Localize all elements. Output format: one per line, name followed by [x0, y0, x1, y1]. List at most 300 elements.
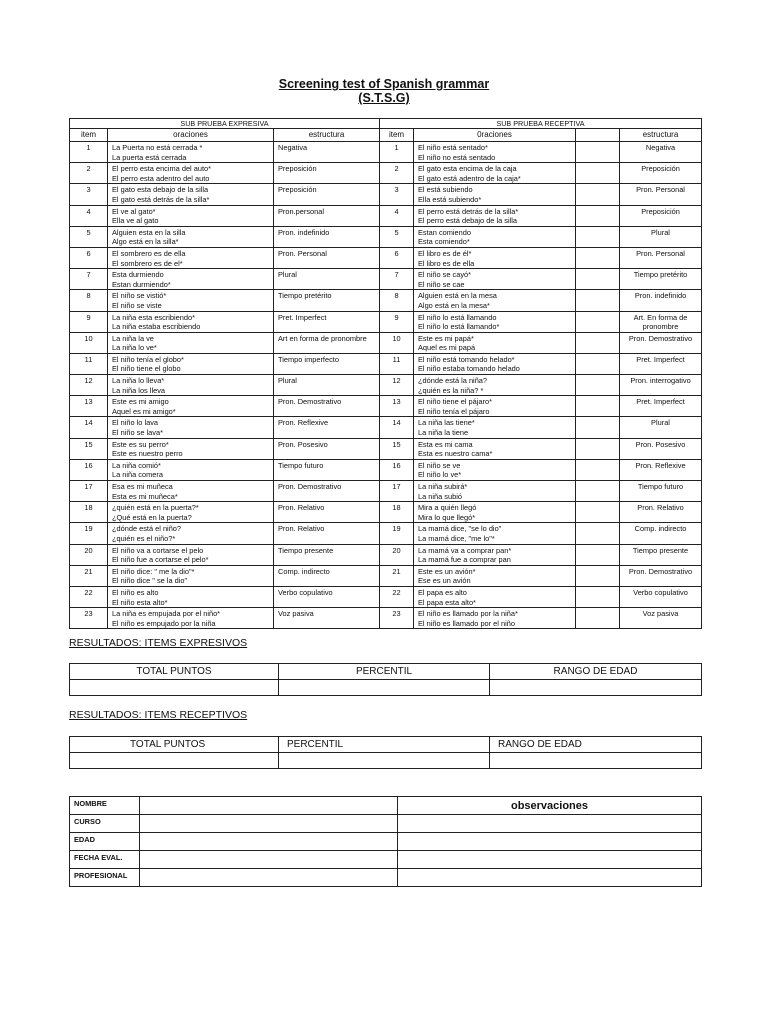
item-number-expresiva: 4 [70, 205, 108, 226]
item-number-receptiva: 2 [380, 163, 414, 184]
oraciones-receptiva [414, 375, 576, 396]
oraciones-receptiva [414, 565, 576, 586]
oraciones-expresiva-line-2: El perro esta adentro del auto [112, 173, 210, 183]
item-number-receptiva: 6 [380, 247, 414, 268]
estructura-expresiva: Pron. Demostrativo [274, 481, 380, 502]
res-rec-total-cell[interactable] [70, 753, 279, 769]
estructura-expresiva: Pron. Personal [274, 247, 380, 268]
oraciones-receptiva [414, 142, 576, 163]
blank-cell [576, 226, 620, 247]
item-number-receptiva: 14 [380, 417, 414, 438]
item-number-receptiva: 15 [380, 438, 414, 459]
item-number-receptiva: 20 [380, 544, 414, 565]
item-number-receptiva: 10 [380, 332, 414, 353]
label-fecha-eval: FECHA EVAL. [70, 851, 140, 869]
oraciones-expresiva-line-2: Ella ve al gato [112, 216, 159, 226]
oraciones-expresiva-line-2: La niña los lleva [112, 385, 166, 395]
oraciones-receptiva-line-1: El niño se ve [418, 460, 461, 470]
item-number-expresiva: 10 [70, 332, 108, 353]
oraciones-expresiva [108, 523, 274, 544]
oraciones-expresiva [108, 290, 274, 311]
oraciones-expresiva-line-2: ¿Qué está en la puerta? [112, 512, 192, 522]
table-row [70, 608, 702, 629]
item-number-receptiva: 23 [380, 608, 414, 629]
oraciones-receptiva-line-2: El niño lo ve* [418, 470, 462, 480]
oraciones-receptiva-line-1: El niño lo está llamando [418, 312, 497, 322]
observaciones-line-1[interactable] [398, 815, 702, 833]
table-row [70, 565, 702, 586]
oraciones-receptiva-line-2: Esta comiendo* [418, 237, 470, 247]
estructura-expresiva: Preposición [274, 184, 380, 205]
blank-cell [576, 565, 620, 586]
table-row [70, 459, 702, 480]
oraciones-receptiva-line-1: El está subiendo [418, 185, 473, 195]
oraciones-expresiva-line-1: La niña esta escribiendo* [112, 312, 195, 322]
oraciones-receptiva [414, 226, 576, 247]
blank-cell [576, 142, 620, 163]
item-number-expresiva: 23 [70, 608, 108, 629]
oraciones-expresiva-line-1: El niño lo lava [112, 418, 159, 428]
observaciones-line-3[interactable] [398, 851, 702, 869]
oraciones-receptiva [414, 502, 576, 523]
item-number-expresiva: 11 [70, 353, 108, 374]
col-item-receptiva: item [380, 129, 414, 142]
oraciones-receptiva [414, 459, 576, 480]
oraciones-expresiva-line-2: Algo está en la silla* [112, 237, 179, 247]
oraciones-expresiva [108, 184, 274, 205]
oraciones-expresiva-line-1: El niño tenía el globo* [112, 354, 184, 364]
blank-cell [576, 438, 620, 459]
oraciones-receptiva-line-1: El niño tiene el pájaro* [418, 397, 492, 407]
oraciones-expresiva-line-1: El ve al gato* [112, 206, 156, 216]
oraciones-expresiva-line-1: La Puerta no está cerrada * [112, 143, 203, 152]
oraciones-expresiva-line-1: Este es su perro* [112, 439, 169, 449]
blank-cell [576, 523, 620, 544]
item-number-expresiva: 16 [70, 459, 108, 480]
oraciones-receptiva-line-1: El niño es llamado por la niña* [418, 609, 518, 619]
oraciones-receptiva-line-2: Algo está en la mesa* [418, 300, 490, 310]
estructura-receptiva: Pron. Posesivo [620, 438, 702, 459]
oraciones-expresiva-line-2: Aquel es mi amigo* [112, 406, 176, 416]
oraciones-expresiva [108, 544, 274, 565]
estructura-expresiva: Pron. indefinido [274, 226, 380, 247]
oraciones-receptiva-line-2: La mamá dice, "me lo"* [418, 533, 495, 543]
oraciones-receptiva [414, 247, 576, 268]
col-estructura-receptiva: estructura [620, 129, 702, 142]
oraciones-receptiva-line-2: El niño no está sentado [418, 152, 496, 162]
oraciones-receptiva-line-1: La mamá dice, "se lo dio" [418, 524, 502, 534]
oraciones-receptiva [414, 163, 576, 184]
oraciones-expresiva-line-1: El niño dice: " me la dio"* [112, 566, 195, 576]
oraciones-expresiva-line-2: El gato está detrás de la silla* [112, 194, 210, 204]
table-row [70, 586, 702, 607]
blank-cell [576, 459, 620, 480]
oraciones-expresiva-line-1: La niña lo lleva* [112, 376, 165, 386]
oraciones-expresiva-line-2: El niño tiene el globo [112, 364, 181, 374]
oraciones-receptiva-line-1: El niño está sentado* [418, 143, 488, 152]
oraciones-receptiva [414, 608, 576, 629]
table-row [70, 311, 702, 332]
item-number-expresiva: 20 [70, 544, 108, 565]
estructura-receptiva: Pret. Imperfect [620, 353, 702, 374]
blank-cell [576, 353, 620, 374]
observaciones-line-4[interactable] [398, 869, 702, 887]
field-profesional[interactable] [140, 869, 398, 887]
oraciones-expresiva-line-2: El niño se lava* [112, 428, 163, 438]
item-number-expresiva: 22 [70, 586, 108, 607]
table-row [70, 396, 702, 417]
item-number-receptiva: 22 [380, 586, 414, 607]
estructura-receptiva: Pron. Relativo [620, 502, 702, 523]
oraciones-receptiva-line-1: Mira a quién llegó [418, 503, 477, 513]
res-rec-rango-cell[interactable] [490, 753, 702, 769]
estructura-receptiva: Tiempo presente [620, 544, 702, 565]
estructura-receptiva: Comp. indirecto [620, 523, 702, 544]
oraciones-expresiva [108, 586, 274, 607]
blank-cell [576, 396, 620, 417]
oraciones-expresiva-line-1: La niña es empujada por el niño* [112, 609, 221, 619]
label-edad: EDAD [70, 833, 140, 851]
estructura-expresiva: Verbo copulativo [274, 586, 380, 607]
item-number-receptiva: 18 [380, 502, 414, 523]
estructura-expresiva: Plural [274, 375, 380, 396]
estructura-expresiva: Pron. Relativo [274, 502, 380, 523]
blank-cell [576, 481, 620, 502]
estructura-receptiva: Pron. Reflexive [620, 459, 702, 480]
blank-cell [576, 375, 620, 396]
oraciones-expresiva-line-2: La niña lo ve* [112, 343, 157, 353]
item-number-expresiva: 5 [70, 226, 108, 247]
oraciones-expresiva [108, 142, 274, 163]
blank-cell [576, 205, 620, 226]
oraciones-receptiva-line-1: El gato esta encima de la caja [418, 164, 517, 174]
estructura-receptiva: Tiempo futuro [620, 481, 702, 502]
col-oraciones-receptiva: 0raciones [414, 129, 576, 142]
table-row [70, 184, 702, 205]
oraciones-receptiva-line-1: Este es mi papá* [418, 333, 474, 343]
field-curso[interactable] [140, 815, 398, 833]
item-number-expresiva: 1 [70, 142, 108, 163]
oraciones-receptiva [414, 481, 576, 502]
oraciones-expresiva [108, 438, 274, 459]
oraciones-receptiva-line-1: Estan comiendo [418, 227, 471, 237]
item-number-receptiva: 3 [380, 184, 414, 205]
item-number-expresiva: 3 [70, 184, 108, 205]
oraciones-expresiva-line-2: El niño fue a cortarse el pelo* [112, 555, 209, 565]
estructura-expresiva: Art en forma de pronombre [274, 332, 380, 353]
res-exp-rango-cell[interactable] [490, 680, 702, 696]
blank-cell [576, 163, 620, 184]
oraciones-receptiva-line-2: El niño lo está llamando* [418, 322, 500, 332]
item-number-receptiva: 16 [380, 459, 414, 480]
estructura-receptiva: Verbo copulativo [620, 586, 702, 607]
oraciones-receptiva [414, 523, 576, 544]
blank-cell [576, 269, 620, 290]
test-rows [70, 142, 702, 629]
oraciones-expresiva-line-1: Esa es mi muñeca [112, 482, 173, 491]
table-row [70, 332, 702, 353]
estructura-receptiva: Pron. Demostrativo [620, 332, 702, 353]
oraciones-expresiva [108, 417, 274, 438]
oraciones-expresiva [108, 375, 274, 396]
table-row [70, 523, 702, 544]
estructura-expresiva: Pron.personal [274, 205, 380, 226]
item-number-receptiva: 17 [380, 481, 414, 502]
estructura-receptiva: Pret. Imperfect [620, 396, 702, 417]
oraciones-expresiva-line-1: La niña la ve [112, 333, 154, 343]
item-number-receptiva: 21 [380, 565, 414, 586]
table-row [70, 205, 702, 226]
label-curso: CURSO [70, 815, 140, 833]
oraciones-expresiva-line-1: Alguien esta en la silla [112, 227, 186, 237]
item-number-expresiva: 9 [70, 311, 108, 332]
oraciones-expresiva [108, 502, 274, 523]
res-rec-total-header: TOTAL PUNTOS [70, 737, 279, 753]
oraciones-expresiva [108, 481, 274, 502]
oraciones-expresiva-line-1: El niño es alto [112, 587, 159, 597]
oraciones-expresiva-line-2: El niño esta alto* [112, 597, 168, 607]
oraciones-expresiva [108, 396, 274, 417]
item-number-expresiva: 19 [70, 523, 108, 544]
estructura-expresiva: Tiempo pretérito [274, 290, 380, 311]
oraciones-expresiva [108, 226, 274, 247]
oraciones-expresiva [108, 332, 274, 353]
oraciones-expresiva-line-1: El niño va a cortarse el pelo [112, 545, 204, 555]
oraciones-expresiva-line-2: El niño es empujado por la niña [112, 618, 216, 628]
oraciones-receptiva-line-2: La niña subió [418, 491, 462, 501]
oraciones-receptiva-line-2: El niño es llamado por el niño [418, 618, 515, 628]
oraciones-receptiva-line-2: Aquel es mi papá [418, 343, 476, 353]
table-row [70, 226, 702, 247]
item-number-expresiva: 17 [70, 481, 108, 502]
observaciones-line-2[interactable] [398, 833, 702, 851]
table-row [70, 438, 702, 459]
oraciones-receptiva-line-1: La niña subirá* [418, 482, 468, 491]
estructura-expresiva: Preposición [274, 163, 380, 184]
oraciones-receptiva [414, 205, 576, 226]
oraciones-expresiva [108, 269, 274, 290]
oraciones-expresiva-line-2: El niño dice " se la dio" [112, 576, 188, 586]
table-row [70, 544, 702, 565]
col-blank-receptiva [576, 129, 620, 142]
estructura-receptiva: Art. En forma de pronombre [620, 311, 702, 332]
oraciones-receptiva [414, 290, 576, 311]
item-number-receptiva: 13 [380, 396, 414, 417]
oraciones-expresiva [108, 459, 274, 480]
oraciones-expresiva-line-2: La niña estaba escribiendo [112, 322, 201, 332]
oraciones-receptiva-line-2: El niño tenía el pájaro [418, 406, 490, 416]
oraciones-expresiva [108, 247, 274, 268]
item-number-expresiva: 14 [70, 417, 108, 438]
oraciones-receptiva-line-2: ¿quién es la niña? * [418, 385, 484, 395]
oraciones-receptiva-line-1: La mamá va a comprar pan* [418, 545, 512, 555]
field-fecha-eval[interactable] [140, 851, 398, 869]
blank-cell [576, 502, 620, 523]
item-number-expresiva: 13 [70, 396, 108, 417]
oraciones-receptiva-line-1: El perro está detrás de la silla* [418, 206, 519, 216]
receptiva-header: SUB PRUEBA RECEPTIVA [380, 119, 702, 129]
estructura-receptiva: Pron. Personal [620, 247, 702, 268]
test-table [69, 118, 702, 629]
estructura-receptiva: Pron. Demostrativo [620, 565, 702, 586]
estructura-expresiva: Comp. indirecto [274, 565, 380, 586]
oraciones-receptiva-line-2: Esta es nuestro cama* [418, 449, 493, 459]
res-exp-percentil-header: PERCENTIL [279, 664, 490, 680]
table-row [70, 247, 702, 268]
oraciones-expresiva [108, 311, 274, 332]
oraciones-receptiva [414, 544, 576, 565]
oraciones-expresiva-line-2: El sombrero es de el* [112, 258, 183, 268]
oraciones-expresiva [108, 205, 274, 226]
res-exp-total-cell[interactable] [70, 680, 279, 696]
oraciones-receptiva-line-1: ¿dónde está la niña? [418, 376, 488, 386]
oraciones-expresiva [108, 163, 274, 184]
res-rec-rango-header: RANGO DE EDAD [490, 737, 702, 753]
oraciones-expresiva-line-2: Estan durmiendo* [112, 279, 171, 289]
field-nombre[interactable] [140, 797, 398, 815]
blank-cell [576, 184, 620, 205]
item-number-expresiva: 7 [70, 269, 108, 290]
estructura-expresiva: Tiempo presente [274, 544, 380, 565]
oraciones-expresiva-line-2: ¿quién es el niño?* [112, 533, 176, 543]
label-nombre: NOMBRE [70, 797, 140, 815]
oraciones-receptiva-line-1: La niña las tiene* [418, 418, 475, 428]
oraciones-expresiva-line-1: El niño se vistió* [112, 291, 167, 301]
oraciones-receptiva [414, 353, 576, 374]
oraciones-receptiva-line-2: El niño estaba tomando helado [418, 364, 520, 374]
oraciones-expresiva [108, 353, 274, 374]
estructura-expresiva: Pron. Demostrativo [274, 396, 380, 417]
estructura-receptiva: Pron. Personal [620, 184, 702, 205]
estructura-expresiva: Pron. Posesivo [274, 438, 380, 459]
col-item-expresiva: item [70, 129, 108, 142]
blank-cell [576, 608, 620, 629]
res-exp-rango-header: RANGO DE EDAD [490, 664, 702, 680]
oraciones-receptiva-line-2: El gato está adentro de la caja* [418, 173, 521, 183]
res-rec-percentil-cell[interactable] [279, 753, 490, 769]
table-row [70, 353, 702, 374]
oraciones-receptiva-line-2: El libro es de ella [418, 258, 475, 268]
oraciones-expresiva-line-1: Esta durmiendo [112, 270, 164, 280]
results-expresivos-table [69, 663, 702, 696]
oraciones-receptiva [414, 269, 576, 290]
oraciones-receptiva-line-2: Ese es un avión [418, 576, 471, 586]
oraciones-receptiva [414, 396, 576, 417]
res-exp-total-header: TOTAL PUNTOS [70, 664, 279, 680]
col-oraciones-expresiva: oraciones [108, 129, 274, 142]
oraciones-receptiva-line-1: Esta es mi cama [418, 439, 473, 449]
oraciones-receptiva [414, 586, 576, 607]
item-number-receptiva: 19 [380, 523, 414, 544]
blank-cell [576, 417, 620, 438]
estructura-expresiva: Pret. Imperfect [274, 311, 380, 332]
item-number-expresiva: 12 [70, 375, 108, 396]
oraciones-receptiva [414, 184, 576, 205]
document-title: Screening test of Spanish grammar [278, 77, 490, 91]
oraciones-expresiva-line-2: La niña comera [112, 470, 163, 480]
oraciones-expresiva-line-1: ¿quién está en la puerta?* [112, 503, 199, 513]
item-number-expresiva: 21 [70, 565, 108, 586]
oraciones-expresiva-line-2: El niño se viste [112, 300, 162, 310]
label-profesional: PROFESIONAL [70, 869, 140, 887]
table-row [70, 142, 702, 163]
expresiva-header: SUB PRUEBA EXPRESIVA [70, 119, 380, 129]
results-receptivos-table [69, 736, 702, 769]
blank-cell [576, 311, 620, 332]
table-row [70, 290, 702, 311]
oraciones-receptiva [414, 332, 576, 353]
estructura-receptiva: Plural [620, 417, 702, 438]
oraciones-receptiva-line-1: El niño está tomando helado* [418, 354, 515, 364]
item-number-receptiva: 4 [380, 205, 414, 226]
item-number-receptiva: 8 [380, 290, 414, 311]
oraciones-receptiva [414, 417, 576, 438]
res-exp-percentil-cell[interactable] [279, 680, 490, 696]
oraciones-receptiva [414, 311, 576, 332]
estructura-receptiva: Plural [620, 226, 702, 247]
item-number-expresiva: 6 [70, 247, 108, 268]
oraciones-receptiva-line-1: Este es un avión* [418, 566, 476, 576]
oraciones-receptiva-line-1: Alguien está en la mesa [418, 291, 497, 301]
item-number-expresiva: 8 [70, 290, 108, 311]
results-receptivos-heading: RESULTADOS: ITEMS RECEPTIVOS [69, 709, 248, 721]
oraciones-expresiva-line-1: El gato esta debajo de la silla [112, 185, 209, 195]
estructura-expresiva: Negativa [274, 142, 380, 163]
observaciones-heading: observaciones [398, 797, 702, 815]
estructura-receptiva: Tiempo pretérito [620, 269, 702, 290]
oraciones-expresiva [108, 608, 274, 629]
estructura-receptiva: Pron. indefinido [620, 290, 702, 311]
table-row [70, 269, 702, 290]
item-number-expresiva: 18 [70, 502, 108, 523]
table-row [70, 163, 702, 184]
estructura-receptiva: Pron. interrogativo [620, 375, 702, 396]
oraciones-expresiva [108, 565, 274, 586]
oraciones-receptiva-line-2: Mira lo que llegó* [418, 512, 476, 522]
oraciones-expresiva-line-1: ¿dónde está el niño? [112, 524, 182, 534]
table-row [70, 481, 702, 502]
blank-cell [576, 586, 620, 607]
res-rec-percentil-header: PERCENTIL [279, 737, 490, 753]
oraciones-receptiva-line-2: La niña la tiene [418, 428, 469, 438]
item-number-receptiva: 9 [380, 311, 414, 332]
estructura-expresiva: Pron. Reflexive [274, 417, 380, 438]
item-number-receptiva: 5 [380, 226, 414, 247]
oraciones-expresiva-line-2: Esta es mi muñeca* [112, 491, 178, 501]
blank-cell [576, 247, 620, 268]
oraciones-expresiva-line-1: El perro esta encima del auto* [112, 164, 212, 174]
document-abbreviation: (S.T.S.G) [358, 91, 410, 105]
col-estructura-expresiva: estructura [274, 129, 380, 142]
oraciones-expresiva-line-2: La puerta está cerrada [112, 152, 187, 162]
oraciones-receptiva-line-1: El papa es alto [418, 587, 467, 597]
oraciones-expresiva-line-1: La niña comió* [112, 460, 161, 470]
blank-cell [576, 332, 620, 353]
estructura-receptiva: Preposición [620, 205, 702, 226]
field-edad[interactable] [140, 833, 398, 851]
oraciones-receptiva-line-1: El niño se cayó* [418, 270, 471, 280]
oraciones-receptiva-line-2: Ella está subiendo* [418, 194, 482, 204]
item-number-expresiva: 15 [70, 438, 108, 459]
oraciones-expresiva-line-2: Este es nuestro perro [112, 449, 183, 459]
blank-cell [576, 544, 620, 565]
table-row [70, 417, 702, 438]
item-number-receptiva: 12 [380, 375, 414, 396]
estructura-expresiva: Voz pasiva [274, 608, 380, 629]
oraciones-receptiva-line-1: El libro es de él* [418, 248, 472, 258]
item-number-receptiva: 11 [380, 353, 414, 374]
estructura-receptiva: Preposición [620, 163, 702, 184]
